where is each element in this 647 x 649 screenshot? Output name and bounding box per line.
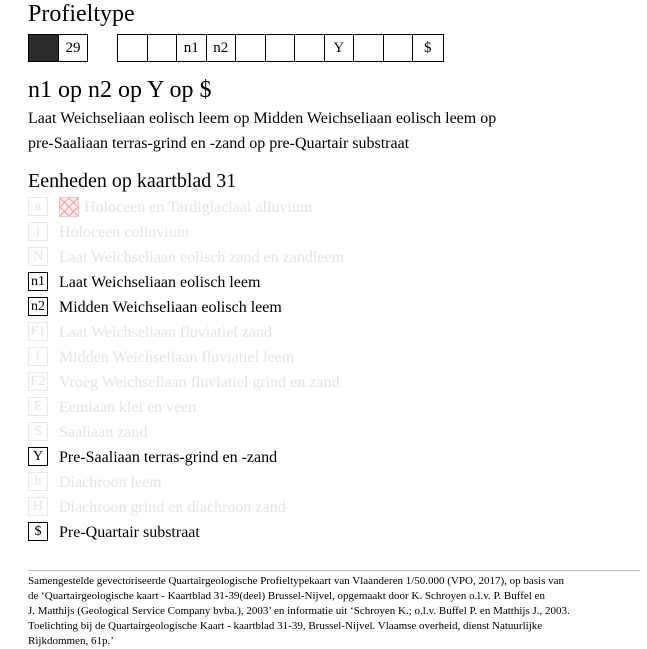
unit-code-badge: S [28, 422, 48, 441]
description-line: pre-Saaliaan terras-grind en -zand op pre-Quartair substraat [28, 135, 410, 152]
unit-label: Laat Weichseliaan fluviatiel zand [59, 324, 272, 341]
unit-code-badge: f [28, 347, 48, 366]
profile-code-cell: n1 [177, 35, 207, 61]
footer-line: Rijkdommen, 61p.’ [28, 635, 114, 647]
footer-line: J. Matthijs (Geological Service Company bvba.), 2003’ en informatie uit ‘Schroyen K.; o.l.v. Buffel P. en Matthijs J., 2003. [28, 605, 570, 617]
unit-code-badge: N [28, 247, 48, 266]
unit-code-badge: E [28, 397, 48, 416]
unit-code-badge: n1 [28, 272, 48, 291]
profile-code-cells [117, 34, 444, 62]
unit-label: Vroeg Weichseliaan fluviatiel grind en zand [59, 374, 340, 391]
profile-code-cell [384, 35, 414, 61]
page-title: Profieltype [28, 1, 135, 27]
unit-code-badge: j [28, 222, 48, 241]
profile-code-cell: Y [325, 35, 355, 61]
unit-label: Holoceen colluvium [59, 224, 190, 241]
unit-code-badge: h [28, 472, 48, 491]
unit-code-badge: Y [28, 447, 48, 466]
unit-code-badge: F1 [28, 322, 48, 341]
pink-hatch-swatch-icon [59, 197, 79, 217]
unit-code-badge: a [28, 197, 48, 216]
profile-formula: n1 op n2 op Y op $ [28, 77, 212, 103]
profile-code-cell: $ [424, 40, 432, 56]
footer-line: Samengestelde gevectoriseerde Quartairgeologische Profieltypekaart van Vlaanderen 1/50.000 (VPO, 2017), op basis van [28, 575, 564, 587]
unit-label: Holoceen en Tardiglaciaal alluvium [84, 199, 313, 216]
profile-code-cell: n2 [207, 35, 237, 61]
profile-code-cell [295, 35, 325, 61]
profile-code-dark-box [28, 34, 59, 62]
unit-label: Eemiaan klei en veen [59, 399, 197, 416]
unit-label: Diachroon grind en diachroon zand [59, 499, 286, 516]
unit-label: Diachroon leem [59, 474, 162, 491]
unit-label: Pre-Quartair substraat [59, 524, 200, 541]
unit-label: Pre-Saaliaan terras-grind en -zand [59, 449, 278, 466]
unit-label: Saaliaan zand [59, 424, 148, 441]
profile-code-cell [266, 35, 296, 61]
unit-label: Midden Weichseliaan eolisch leem [59, 299, 282, 316]
footer-divider [28, 570, 640, 571]
profile-code-cell [148, 35, 178, 61]
unit-label: Laat Weichseliaan eolisch zand en zandleem [59, 249, 344, 266]
profile-code-cell [354, 35, 384, 61]
unit-code-badge: H [28, 497, 48, 516]
units-heading: Eenheden op kaartblad 31 [28, 170, 237, 192]
source-footer [28, 574, 643, 649]
description-line: Laat Weichseliaan eolisch leem op Midden Weichseliaan eolisch leem op [28, 110, 497, 127]
profile-description [28, 106, 628, 156]
unit-label: Laat Weichseliaan eolisch leem [59, 274, 261, 291]
unit-code-badge: $ [28, 522, 48, 541]
profile-code-sheet-box: 29 [58, 34, 88, 62]
unit-code-badge: F2 [28, 372, 48, 391]
profile-code-cell [236, 35, 266, 61]
footer-line: de ‘Quartairgeologische kaart - Kaartblad 31-39(deel) Brussel-Nijvel, opgemaakt door K. Schroyen o.l.v. P. Buffel en [28, 590, 545, 602]
unit-label: Midden Weichseliaan fluviatiel leem [59, 349, 295, 366]
unit-code-badge: n2 [28, 297, 48, 316]
profile-code-cell [118, 35, 148, 61]
footer-line: Toelichting bij de Quartairgeologische Kaart - kaartblad 31-39, Brussel-Nijvel. Vlaamse overheid, dienst Natuurlijke [28, 620, 543, 632]
